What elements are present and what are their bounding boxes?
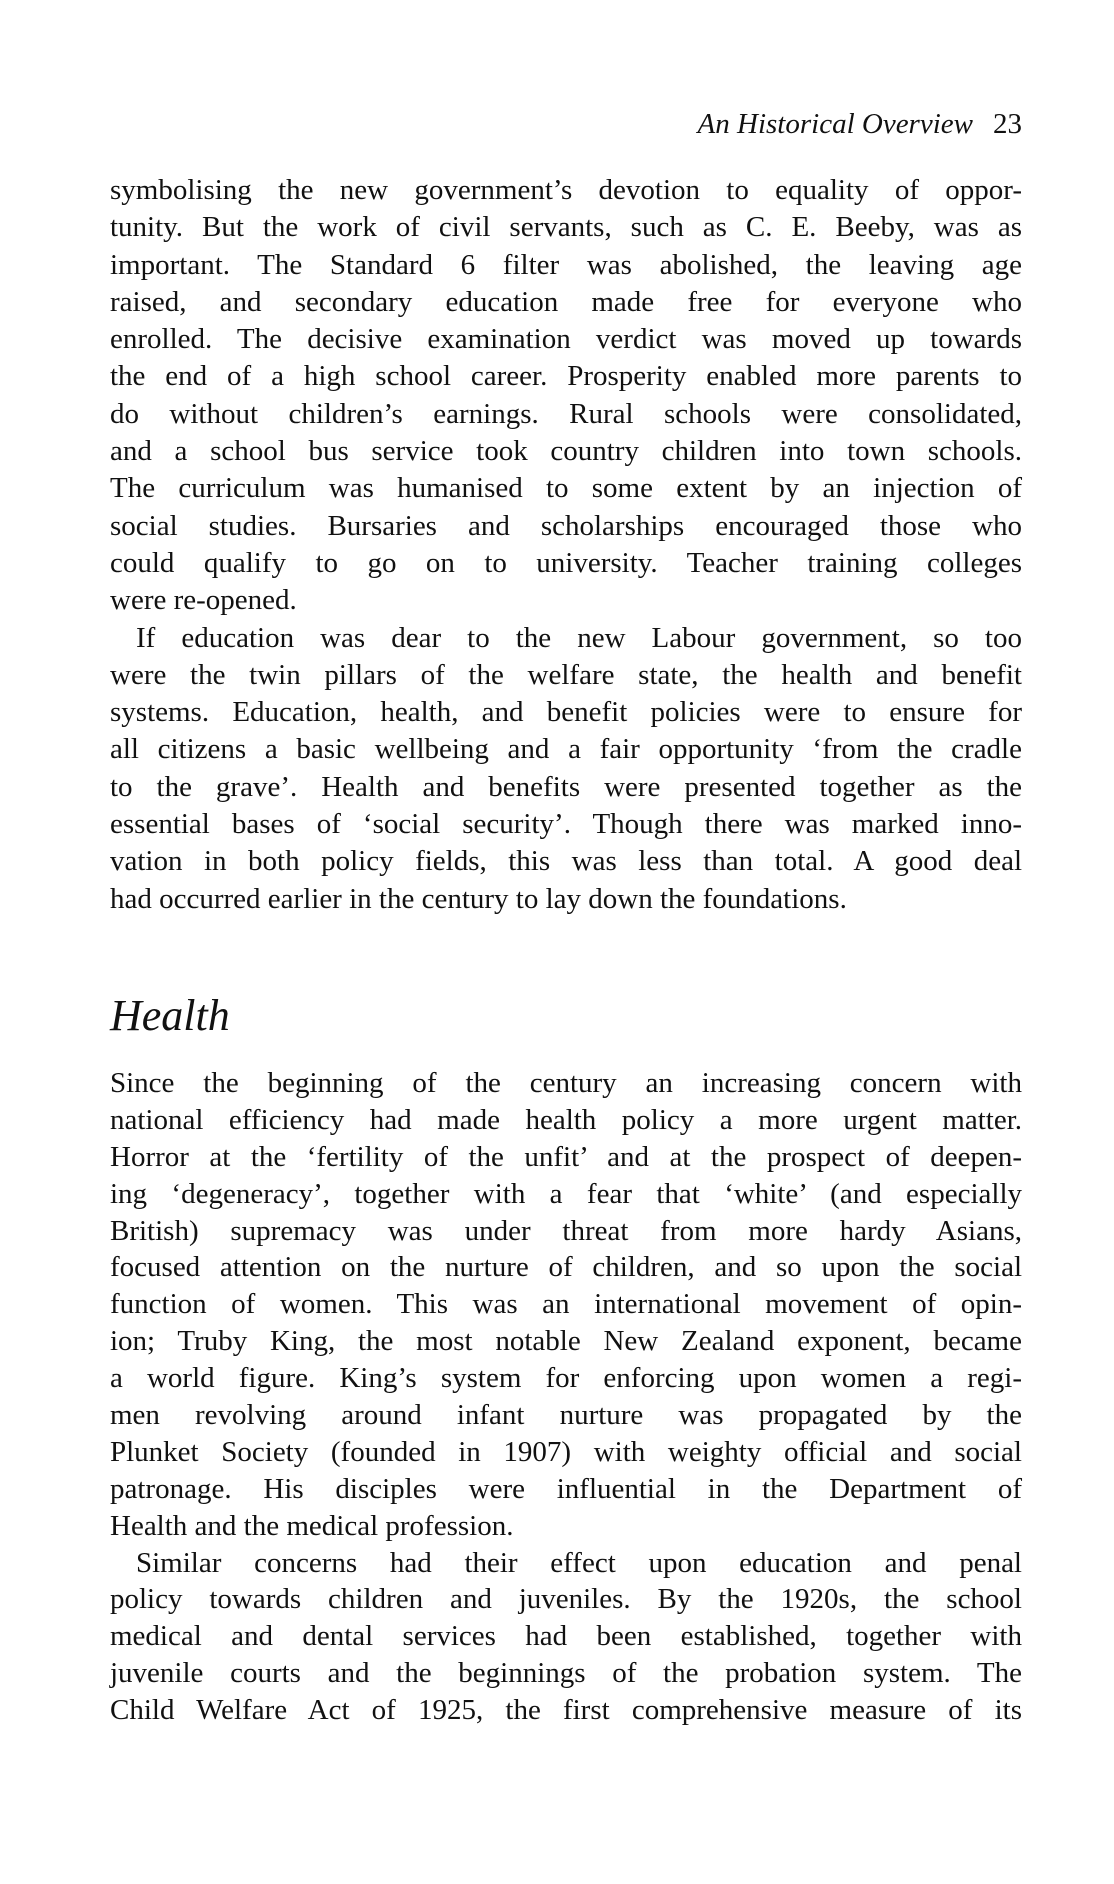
running-head	[698, 104, 1022, 144]
text-line: raised, and secondary education made free for everyone who	[110, 285, 1022, 318]
text-line: Horror at the ‘fertility of the unfit’ and at the prospect of deepen-	[110, 1140, 1022, 1173]
text-line: juvenile courts and the beginnings of the probation system. The	[110, 1657, 1022, 1690]
text-line: Since the beginning of the century an increasing concern with	[110, 1067, 1022, 1099]
text-line: tunity. But the work of civil servants, such as C. E. Beeby, was as	[110, 211, 1022, 244]
text-line: were re-opened.	[110, 584, 297, 617]
text-line: symbolising the new government’s devotion to equality of oppor-	[110, 174, 1022, 206]
paragraph	[110, 620, 1022, 918]
text-line: social studies. Bursaries and scholarships encouraged those who	[110, 509, 1022, 542]
text-line: If education was dear to the new Labour government, so too	[136, 621, 1022, 654]
text-line: ion; Truby King, the most notable New Zealand exponent, became	[110, 1325, 1022, 1358]
text-line: Plunket Society (founded in 1907) with weighty official and social	[110, 1435, 1022, 1468]
text-line: men revolving around infant nurture was propagated by the	[110, 1399, 1022, 1432]
text-line: The curriculum was humanised to some extent by an injection of	[110, 472, 1022, 505]
text-line: do without children’s earnings. Rural schools were consolidated,	[110, 397, 1022, 430]
section-heading-health: Health	[110, 991, 230, 1040]
text-line: had occurred earlier in the century to lay down the foundations.	[110, 882, 847, 915]
text-line: function of women. This was an international movement of opin-	[110, 1288, 1022, 1321]
text-line: could qualify to go on to university. Teacher training colleges	[110, 546, 1022, 579]
text-line: Similar concerns had their effect upon education and penal	[136, 1546, 1022, 1579]
text-line: all citizens a basic wellbeing and a fair opportunity ‘from the cradle	[110, 733, 1022, 766]
text-line: a world figure. King’s system for enforcing upon women a regi-	[110, 1362, 1022, 1395]
text-line: Health and the medical profession.	[110, 1509, 514, 1542]
intro-text	[110, 172, 1022, 918]
text-line: the end of a high school career. Prosperity enabled more parents to	[110, 360, 1022, 393]
text-line: medical and dental services had been established, together with	[110, 1620, 1022, 1653]
text-line: important. The Standard 6 filter was abolished, the leaving age	[110, 248, 1022, 281]
text-line: essential bases of ‘social security’. Though there was marked inno-	[110, 808, 1022, 841]
text-line: vation in both policy fields, this was less than total. A good deal	[110, 845, 1022, 878]
text-line: national efficiency had made health policy a more urgent matter.	[110, 1103, 1022, 1136]
text-line: ing ‘degeneracy’, together with a fear that ‘white’ (and especially	[110, 1177, 1022, 1210]
running-head-title: An Historical Overview	[697, 108, 973, 140]
paragraph	[110, 1545, 1022, 1729]
paragraph	[110, 172, 1022, 620]
text-line: patronage. His disciples were influential in the Department of	[110, 1472, 1022, 1505]
text-line: systems. Education, health, and benefit policies were to ensure for	[110, 696, 1022, 729]
text-line: to the grave’. Health and benefits were presented together as the	[110, 770, 1022, 803]
health-text	[110, 1065, 1022, 1729]
page-number: 23	[993, 108, 1022, 140]
text-line: focused attention on the nurture of children, and so upon the social	[110, 1251, 1022, 1284]
text-line: enrolled. The decisive examination verdict was moved up towards	[110, 323, 1022, 356]
text-line: British) supremacy was under threat from more hardy Asians,	[110, 1214, 1022, 1247]
text-line: Child Welfare Act of 1925, the first comprehensive measure of its	[110, 1694, 1022, 1727]
text-line: policy towards children and juveniles. By the 1920s, the school	[110, 1583, 1022, 1616]
text-line: and a school bus service took country children into town schools.	[110, 435, 1022, 468]
text-line: were the twin pillars of the welfare state, the health and benefit	[110, 658, 1022, 691]
paragraph	[110, 1065, 1022, 1545]
